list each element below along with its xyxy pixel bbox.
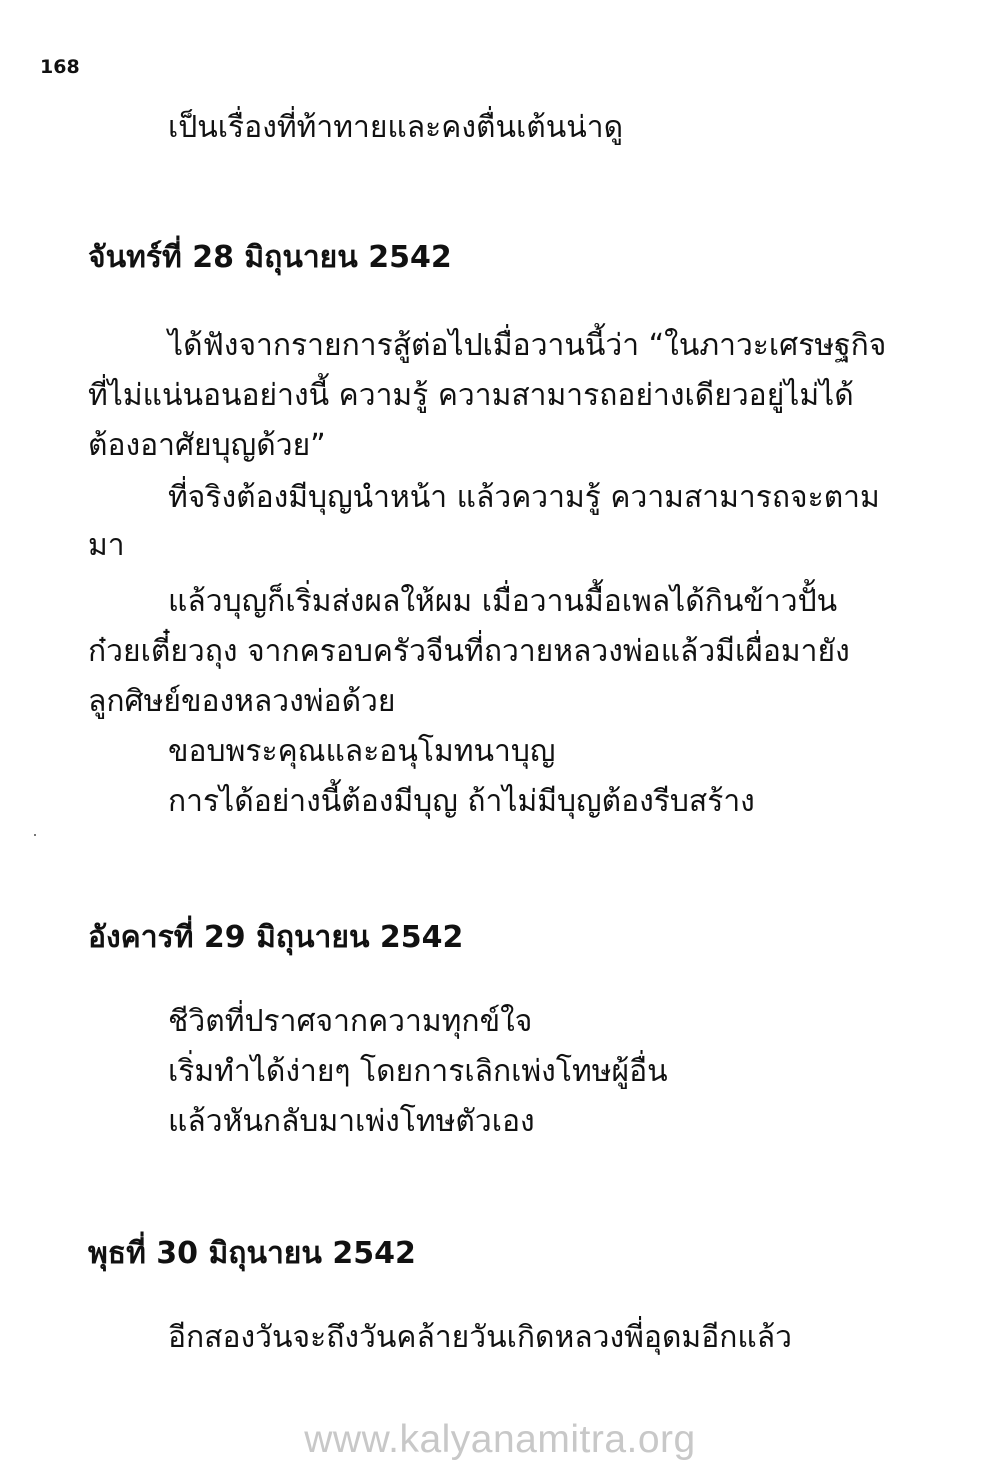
paragraph-line: เริ่มทำได้ง่ายๆ โดยการเลิกเพ่งโทษผู้อื่น [168, 1054, 668, 1089]
paragraph-line: ลูกศิษย์ของหลวงพ่อด้วย [88, 684, 396, 719]
paragraph-line: ก๋วยเตี๋ยวถุง จากครอบครัวจีนที่ถวายหลวงพ่อแล้วมีเผื่อมายัง [88, 634, 850, 669]
paragraph-line: ต้องอาศัยบุญด้วย” [88, 428, 326, 463]
page-number: 168 [40, 56, 80, 78]
paragraph-line: ขอบพระคุณและอนุโมทนาบุญ [168, 734, 556, 769]
speck [34, 834, 36, 836]
paragraph-line: ได้ฟังจากรายการสู้ต่อไปเมื่อวานนี้ว่า “ในภาวะเศรษฐกิจ [168, 328, 887, 363]
paragraph-line: ที่ไม่แน่นอนอย่างนี้ ความรู้ ความสามารถอย่างเดียวอยู่ไม่ได้ [88, 378, 854, 413]
paragraph-line: อีกสองวันจะถึงวันคล้ายวันเกิดหลวงพี่อุดมอีกแล้ว [168, 1320, 792, 1355]
paragraph-line: ที่จริงต้องมีบุญนำหน้า แล้วความรู้ ความสามารถจะตาม [168, 480, 880, 515]
paragraph-line: แล้วหันกลับมาเพ่งโทษตัวเอง [168, 1104, 535, 1139]
paragraph-line: การได้อย่างนี้ต้องมีบุญ ถ้าไม่มีบุญต้องรีบสร้าง [168, 784, 755, 819]
paragraph-line: เป็นเรื่องที่ท้าทายและคงตื่นเต้นน่าดู [168, 110, 624, 145]
date-heading: จันทร์ที่ 28 มิถุนายน 2542 [88, 240, 452, 275]
paragraph-line: ชีวิตที่ปราศจากความทุกข์ใจ [168, 1004, 533, 1039]
paragraph-line: มา [88, 528, 125, 563]
watermark-url: www.kalyanamitra.org [304, 1418, 696, 1461]
date-heading: พุธที่ 30 มิถุนายน 2542 [88, 1236, 416, 1271]
paragraph-line: แล้วบุญก็เริ่มส่งผลให้ผม เมื่อวานมื้อเพลได้กินข้าวปั้น [168, 584, 838, 619]
date-heading: อังคารที่ 29 มิถุนายน 2542 [88, 920, 464, 955]
